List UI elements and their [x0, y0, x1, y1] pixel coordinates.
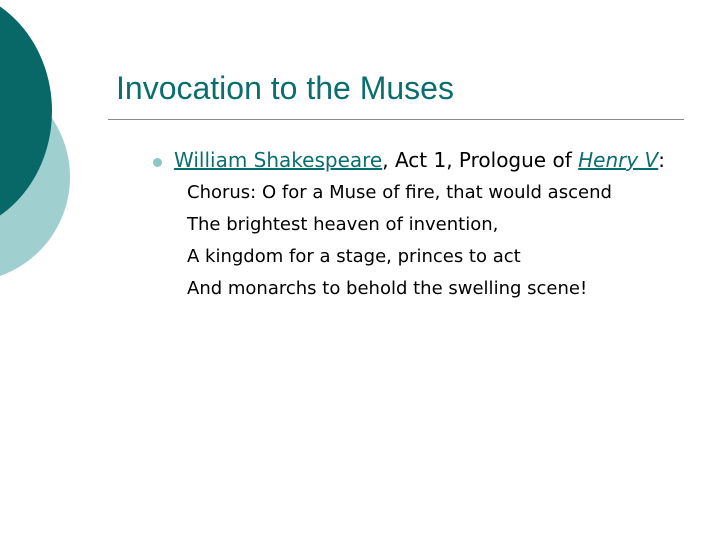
quote-line: The brightest heaven of invention,: [187, 214, 499, 235]
bullet-text: , Act 1, Prologue of: [382, 148, 579, 172]
quote-line: Chorus: O for a Muse of fire, that would ascend: [187, 182, 612, 203]
quote-line: And monarchs to behold the swelling scene!: [187, 278, 588, 299]
slide-title: Invocation to the Muses: [116, 70, 454, 106]
bullet-text-end: :: [658, 148, 665, 172]
bullet-dot-icon: [153, 158, 162, 167]
quote-lines: [150, 181, 690, 301]
slide-content: [150, 146, 690, 309]
title-divider: [108, 119, 684, 120]
author-link[interactable]: William Shakespeare: [174, 148, 383, 172]
play-link[interactable]: Henry V: [578, 148, 659, 172]
bullet-item: [150, 146, 690, 175]
quote-line: A kingdom for a stage, princes to act: [187, 246, 521, 267]
